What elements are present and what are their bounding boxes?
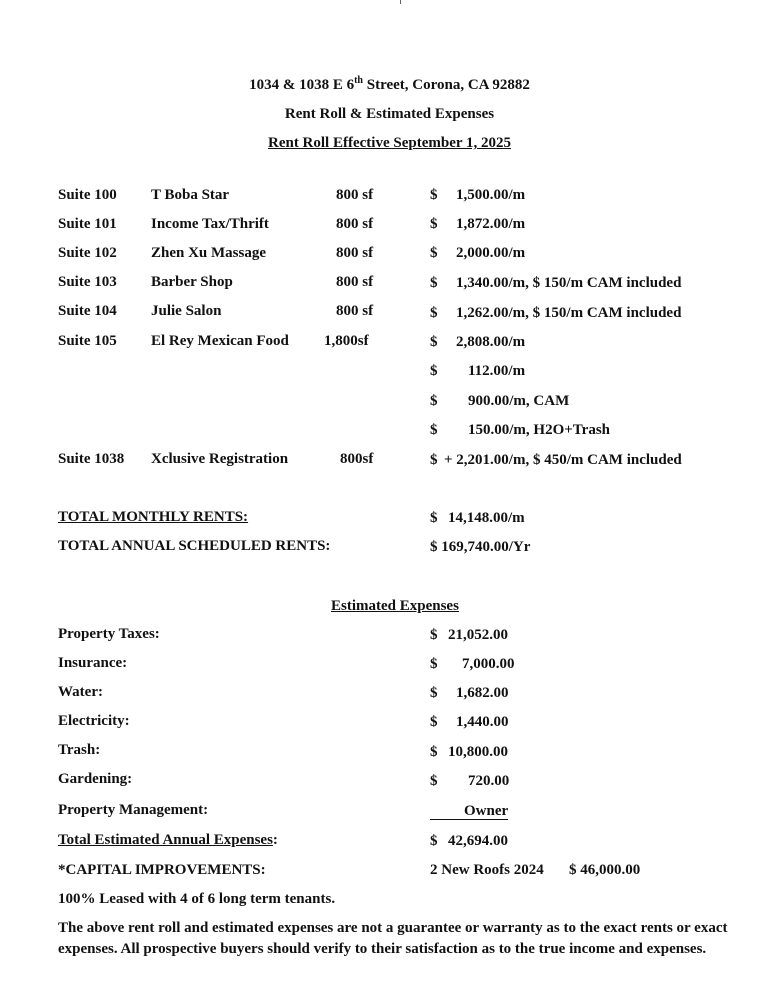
- suite-100-tenant: T Boba Star: [151, 187, 230, 203]
- expense-gardening-label: Gardening:: [58, 771, 133, 787]
- total-expenses-value: $ 42,694.00: [430, 833, 508, 849]
- suite-103-number: Suite 103: [58, 274, 117, 290]
- disclaimer-paragraph: The above rent roll and estimated expenses are not a guarantee or warranty as to the exact rents or exact expenses. All prospective buyers should verify to their satisfaction as to the true income and expenses.: [58, 920, 728, 957]
- suite-104-size: 800 sf: [336, 303, 374, 319]
- expense-insurance-label: Insurance:: [58, 655, 128, 671]
- leased-status: 100% Leased with 4 of 6 long term tenants.: [58, 891, 336, 907]
- property-management-value: Owner: [430, 802, 508, 820]
- scan-mark: [400, 0, 401, 4]
- expense-water-label: Water:: [58, 684, 103, 700]
- suite-102-tenant: Zhen Xu Massage: [151, 245, 267, 261]
- suite-1038-rent: $ + 2,201.00/m, $ 450/m CAM included: [430, 452, 682, 468]
- capital-improvements-value: $ 46,000.00: [569, 862, 641, 878]
- suite-104-tenant: Julie Salon: [151, 303, 222, 319]
- suite-104-number: Suite 104: [58, 303, 117, 319]
- capital-improvements-description: 2 New Roofs 2024: [430, 862, 544, 878]
- expense-insurance-value: $ 7,000.00: [430, 656, 515, 672]
- suite-101-tenant: Income Tax/Thrift: [151, 216, 269, 232]
- property-address: 1034 & 1038 E 6th Street, Corona, CA 92882: [249, 75, 530, 93]
- suite-100-size: 800 sf: [336, 187, 374, 203]
- property-management-label: Property Management:: [58, 802, 209, 818]
- suite-105-rent: $ 2,808.00/m: [430, 334, 526, 350]
- expense-electricity-label: Electricity:: [58, 713, 130, 729]
- suite-100-rent: $ 1,500.00/m: [430, 187, 526, 203]
- effective-date-heading: Rent Roll Effective September 1, 2025: [267, 135, 511, 151]
- suite-105-number: Suite 105: [58, 333, 117, 349]
- suite-101-rent: $ 1,872.00/m: [430, 216, 526, 232]
- capital-improvements-label: *CAPITAL IMPROVEMENTS:: [58, 862, 266, 878]
- suite-105-tenant: El Rey Mexican Food: [151, 333, 289, 349]
- expense-property-taxes-label: Property Taxes:: [58, 626, 160, 642]
- expense-trash-value: $ 10,800.00: [430, 744, 508, 760]
- total-annual-label: TOTAL ANNUAL SCHEDULED RENTS:: [58, 538, 331, 554]
- suite-101-size: 800 sf: [336, 216, 374, 232]
- suite-103-tenant: Barber Shop: [151, 274, 233, 290]
- total-annual-value: $ 169,740.00/Yr: [430, 539, 531, 555]
- suite-104-rent: $ 1,262.00/m, $ 150/m CAM included: [430, 305, 682, 321]
- suite-100-number: Suite 100: [58, 187, 117, 203]
- suite-102-rent: $ 2,000.00/m: [430, 245, 526, 261]
- suite-102-size: 800 sf: [336, 245, 374, 261]
- suite-105-rent-extra-2: $ 900.00/m, CAM: [430, 393, 570, 409]
- suite-101-number: Suite 101: [58, 216, 117, 232]
- total-expenses-label: Total Estimated Annual Expenses:: [58, 832, 278, 848]
- suite-105-rent-extra-3: $ 150.00/m, H2O+Trash: [430, 422, 611, 438]
- expense-water-value: $ 1,682.00: [430, 685, 509, 701]
- expenses-heading: Estimated Expenses: [331, 598, 459, 614]
- expense-property-taxes-value: $ 21,052.00: [430, 627, 508, 643]
- total-monthly-value: $ 14,148.00/m: [430, 510, 525, 526]
- suite-1038-number: Suite 1038: [58, 451, 125, 467]
- document-subtitle: Rent Roll & Estimated Expenses: [284, 106, 495, 122]
- expense-gardening-value: $ 720.00: [430, 773, 510, 789]
- suite-102-number: Suite 102: [58, 245, 117, 261]
- suite-1038-tenant: Xclusive Registration: [151, 451, 289, 467]
- suite-105-size: 1,800sf: [324, 333, 369, 349]
- suite-103-size: 800 sf: [336, 274, 374, 290]
- suite-1038-size: 800sf: [340, 451, 374, 467]
- expense-electricity-value: $ 1,440.00: [430, 714, 509, 730]
- suite-105-rent-extra-1: $ 112.00/m: [430, 363, 526, 379]
- suite-103-rent: $ 1,340.00/m, $ 150/m CAM included: [430, 275, 682, 291]
- total-monthly-label: TOTAL MONTHLY RENTS:: [58, 509, 249, 525]
- expense-trash-label: Trash:: [58, 742, 101, 758]
